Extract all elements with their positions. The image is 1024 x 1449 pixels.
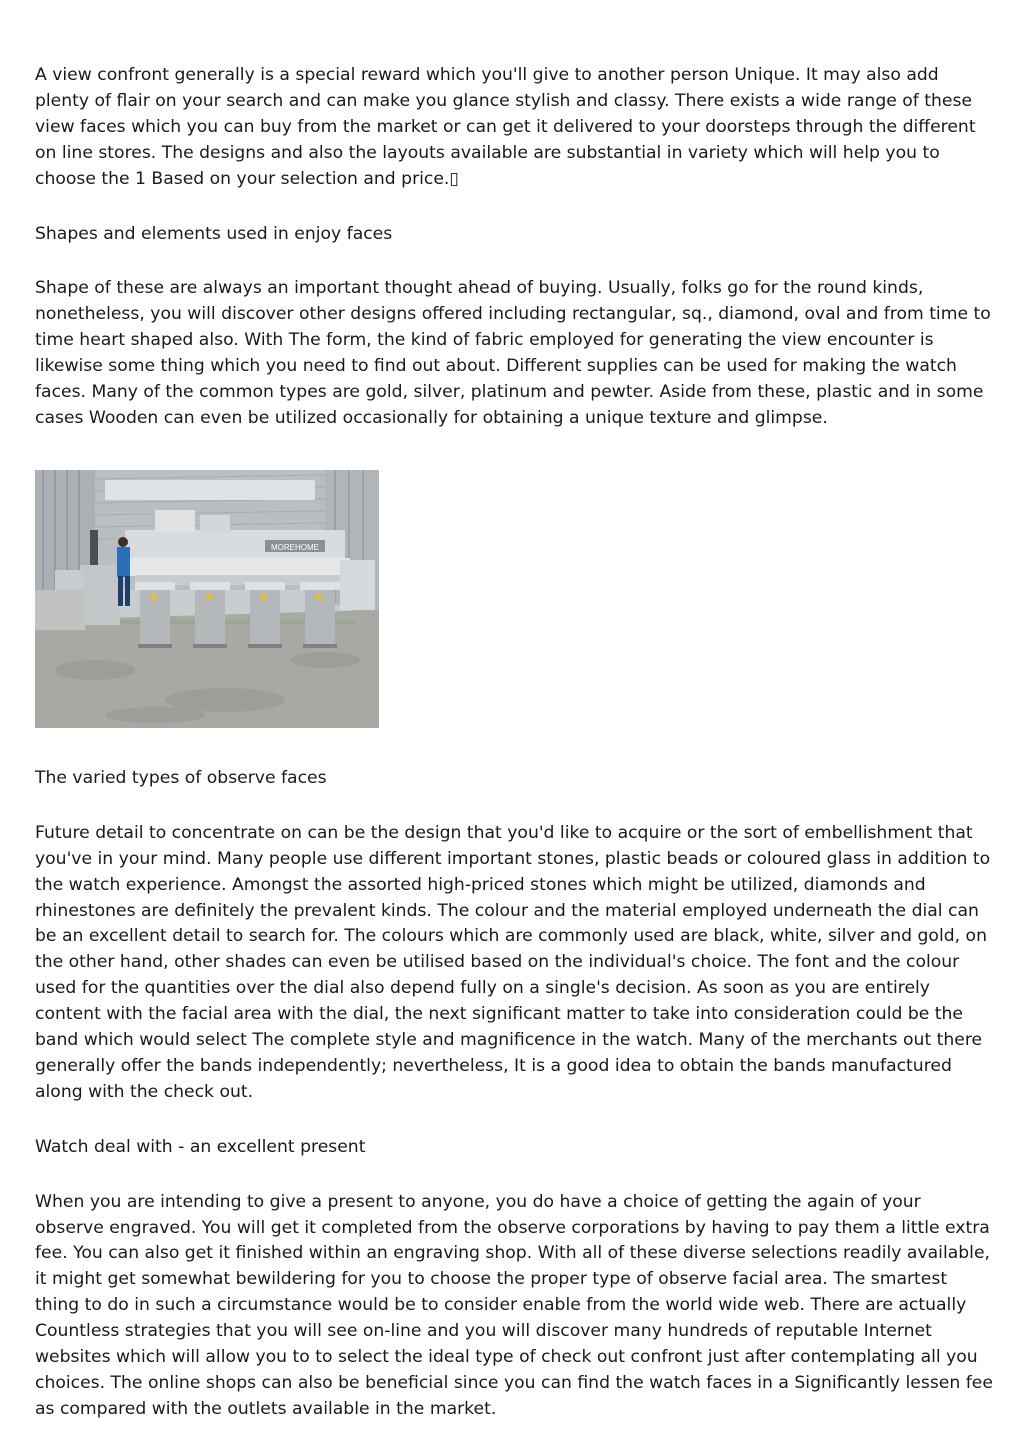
factory-machine-photo [35,470,379,728]
heading-present: Watch deal with - an excellent present [35,1136,366,1157]
machine-brand-label: MOREHOME [271,542,319,552]
document-body [35,63,993,1423]
paragraph-present: When you are intending to give a present to anyone, you do have a choice of getting the again of your observe engraved. You will get it completed from the observe corporations by having to pay them a little extra fee. You can also get it finished within an engraving shop. With all of these diverse selections readily available, it might get somewhat bewildering for you to choose the proper type of observe facial area. The smartest thing to do in such a circumstance would be to consider enable from the world wide web. There are actually Countless strategies that you will see on-line and you will discover many hundreds of reputable Internet websites which will allow you to to select the ideal type of check out confront just after contemplating all you choices. The online shops can also be beneficial since you can find the watch faces in a Significantly lessen fee as compared with the outlets available in the market. [35,1191,993,1419]
paragraph-varied-types: Future detail to concentrate on can be the design that you'd like to acquire or the sort of embellishment that you've in your mind. Many people use different important stones, plastic beads or coloured glass in addition to the watch experience. Amongst the assorted high-priced stones which might be utilized, diamonds and rhinestones are definitely the prevalent kinds. The colour and the material employed underneath the dial can be an excellent detail to search for. The colours which are commonly used are black, white, silver and gold, on the other hand, other shades can even be utilised based on the individual's choice. The font and the colour used for the quantities over the dial also depend fully on a single's decision. As soon as you are entirely content with the facial area with the dial, the next significant matter to take into consideration could be the band which would select The complete style and magnificence in the watch. Many of the merchants out there generally offer the bands independently; nevertheless, It is a good idea to obtain the bands manufactured along with the check out. [35,822,991,1102]
heading-shapes: Shapes and elements used in enjoy faces [35,223,393,244]
paragraph-intro: A view confront generally is a special reward which you'll give to another person Unique. It may also add plenty of flair on your search and can make you glance stylish and classy. There exists a wide range of these view faces which you can buy from the market or can get it delivered to your doorsteps through the different on line stores. The designs and also the layouts available are substantial in variety which will help you to choose the 1 Based on your selection and price.▯ [35,65,976,189]
heading-varied-types: The varied types of observe faces [35,767,327,788]
paragraph-shapes: Shape of these are always an important thought ahead of buying. Usually, folks go for the round kinds, nonetheless, you will discover other designs offered including rectangular, sq., diamond, oval and from time to time heart shaped also. With The form, the kind of fabric employed for generating the view encounter is likewise some thing which you need to find out about. Different supplies can be used for making the watch faces. Many of the common types are gold, silver, platinum and pewter. Aside from these, plastic and in some cases Wooden can even be utilized occasionally for obtaining a unique texture and glimpse. [35,278,991,428]
